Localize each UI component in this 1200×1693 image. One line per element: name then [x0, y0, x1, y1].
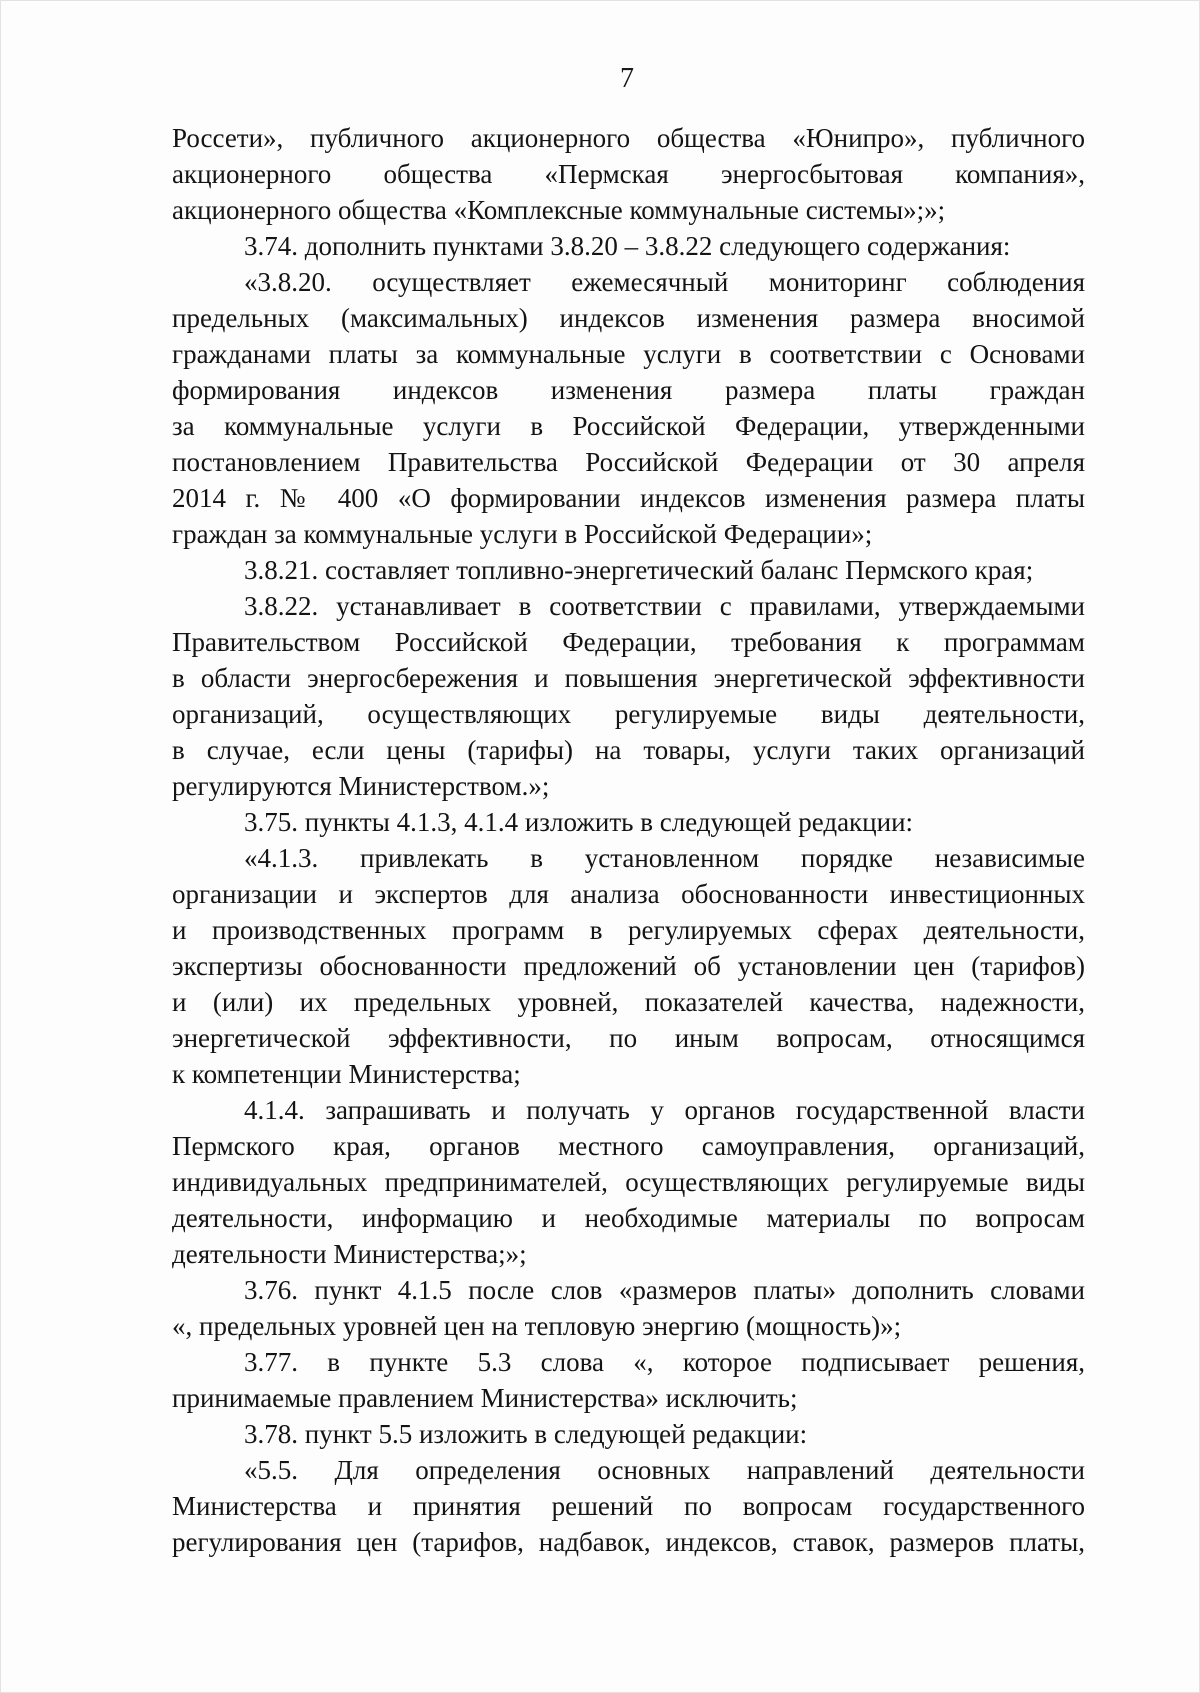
text-line: 3.76. пункт 4.1.5 после слов «размеров платы» дополнить словами [244, 1275, 1085, 1305]
text-line: 3.75. пункты 4.1.3, 4.1.4 изложить в следующей редакции: [244, 807, 914, 837]
text-line: Россети», публичного акционерного общества «Юнипро», публичного [172, 123, 1085, 153]
text-line: организации и экспертов для анализа обоснованности инвестиционных [172, 879, 1085, 909]
text-line: «3.8.20. осуществляет ежемесячный мониторинг соблюдения [244, 267, 1085, 297]
text-line: принимаемые правлением Министерства» исключить; [172, 1383, 798, 1413]
text-line: в случае, если цены (тарифы) на товары, услуги таких организаций [172, 735, 1085, 765]
text-line: Министерства и принятия решений по вопросам государственного [172, 1491, 1085, 1521]
text-line: 3.8.22. устанавливает в соответствии с правилами, утверждаемыми [244, 591, 1085, 621]
text-line: экспертизы обоснованности предложений об установлении цен (тарифов) [172, 951, 1085, 981]
text-line: 3.74. дополнить пунктами 3.8.20 – 3.8.22 следующего содержания: [244, 231, 1011, 261]
text-line: гражданами платы за коммунальные услуги в соответствии с Основами [172, 339, 1085, 369]
text-line: «, предельных уровней цен на тепловую энергию (мощность)»; [172, 1311, 902, 1341]
text-line: энергетической эффективности, по иным вопросам, относящимся [172, 1023, 1085, 1053]
text-line: и производственных программ в регулируемых сферах деятельности, [172, 915, 1085, 945]
text-line: к компетенции Министерства; [172, 1059, 521, 1089]
text-line: акционерного общества «Комплексные коммунальные системы»;»; [172, 195, 946, 225]
text-line: 3.8.21. составляет топливно-энергетический баланс Пермского края; [244, 555, 1034, 585]
text-line: Пермского края, органов местного самоуправления, организаций, [172, 1131, 1085, 1161]
text-line: деятельности, информацию и необходимые материалы по вопросам [172, 1203, 1085, 1233]
text-line: индивидуальных предпринимателей, осуществляющих регулируемые виды [172, 1167, 1085, 1197]
text-line: Правительством Российской Федерации, требования к программам [172, 627, 1085, 657]
text-line: 2014 г. № 400 «О формировании индексов изменения размера платы [172, 483, 1085, 513]
text-line: деятельности Министерства;»; [172, 1239, 527, 1269]
text-line: предельных (максимальных) индексов изменения размера вносимой [172, 303, 1085, 333]
text-line: 4.1.4. запрашивать и получать у органов государственной власти [244, 1095, 1085, 1125]
text-line: в области энергосбережения и повышения энергетической эффективности [172, 663, 1085, 693]
text-line: «5.5. Для определения основных направлений деятельности [244, 1455, 1085, 1485]
text-line: организаций, осуществляющих регулируемые виды деятельности, [172, 699, 1085, 729]
document-body [172, 120, 1085, 1560]
text-line: и (или) их предельных уровней, показателей качества, надежности, [172, 987, 1085, 1017]
text-line: формирования индексов изменения размера платы граждан [172, 375, 1085, 405]
text-line: регулируются Министерством.»; [172, 771, 550, 801]
page-number: 7 [620, 63, 634, 94]
text-line: 3.77. в пункте 5.3 слова «, которое подписывает решения, [244, 1347, 1085, 1377]
text-line: граждан за коммунальные услуги в Российской Федерации»; [172, 519, 873, 549]
text-line: «4.1.3. привлекать в установленном порядке независимые [244, 843, 1085, 873]
text-line: 3.78. пункт 5.5 изложить в следующей редакции: [244, 1419, 808, 1449]
text-line: постановлением Правительства Российской Федерации от 30 апреля [172, 447, 1085, 477]
text-line: за коммунальные услуги в Российской Федерации, утвержденными [172, 411, 1085, 441]
text-line: регулирования цен (тарифов, надбавок, индексов, ставок, размеров платы, [172, 1527, 1085, 1557]
text-line: акционерного общества «Пермская энергосбытовая компания», [172, 159, 1085, 189]
